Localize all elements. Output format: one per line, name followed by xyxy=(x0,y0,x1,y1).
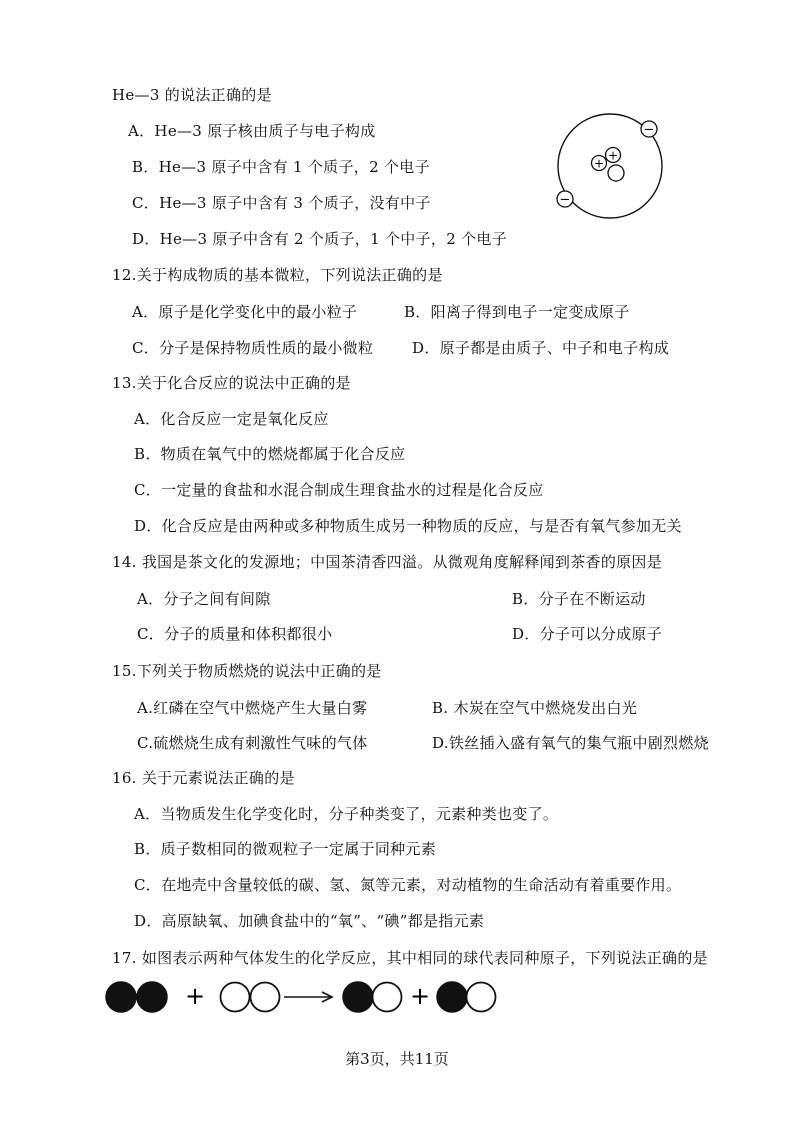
reactant-molecule-white xyxy=(221,983,280,1012)
q13-option-a: A．化合反应一定是氧化反应 xyxy=(134,410,329,428)
q14-option-b: B．分子在不断运动 xyxy=(512,590,646,608)
svg-text:+: + xyxy=(593,156,605,171)
q16-option-b: B．质子数相同的微观粒子一定属于同种元素 xyxy=(134,840,437,858)
q14-stem: 14. 我国是茶文化的发源地；中国茶清香四溢。从微观角度解释闻到茶香的原因是 xyxy=(112,553,663,571)
q16-stem: 16. 关于元素说法正确的是 xyxy=(112,769,295,787)
q16-option-a: A．当物质发生化学变化时，分子种类变了，元素种类也变了。 xyxy=(134,805,559,823)
svg-text:+: + xyxy=(607,148,619,163)
reaction-diagram xyxy=(104,975,504,1019)
q15-stem: 15.下列关于物质燃烧的说法中正确的是 xyxy=(112,662,382,680)
q15-option-c: C.硫燃烧生成有刺激性气味的气体 xyxy=(137,734,368,752)
reaction-arrow xyxy=(284,992,332,1002)
q14-option-c: C．分子的质量和体积都很小 xyxy=(137,625,333,643)
q12-option-b: B．阳离子得到电子一定变成原子 xyxy=(404,303,630,321)
product-molecule-1 xyxy=(343,982,402,1012)
q11-option-c: C．He—3 原子中含有 3 个质子，没有中子 xyxy=(132,194,431,212)
q15-option-d: D.铁丝插入盛有氧气的集气瓶中剧烈燃烧 xyxy=(432,734,709,752)
q17-stem: 17. 如图表示两种气体发生的化学反应，其中相同的球代表同种原子，下列说法正确的是 xyxy=(112,949,708,967)
electron-top xyxy=(641,121,657,138)
q11-option-d: D．He—3 原子中含有 2 个质子，1 个中子，2 个电子 xyxy=(132,230,507,248)
q12-option-c: C．分子是保持物质性质的最小微粒 xyxy=(132,339,374,357)
neutron xyxy=(608,165,624,181)
page-number: 第3页，共11页 xyxy=(345,1050,449,1068)
q14-option-d: D．分子可以分成原子 xyxy=(512,625,663,643)
q13-stem: 13.关于化合反应的说法中正确的是 xyxy=(112,374,351,392)
plus-sign-2: + xyxy=(409,982,431,1010)
q11-option-a: A．He—3 原子核由质子与电子构成 xyxy=(128,122,376,140)
electron-bottom xyxy=(557,191,573,208)
product-molecule-2 xyxy=(437,982,496,1012)
q15-option-a: A.红磷在空气中燃烧产生大量白雾 xyxy=(137,699,368,717)
q12-option-d: D．原子都是由质子、中子和电子构成 xyxy=(412,339,670,357)
q13-option-d: D．化合反应是由两种或多种物质生成另一种物质的反应，与是否有氧气参加无关 xyxy=(134,517,682,535)
helium-atom-diagram xyxy=(553,113,683,223)
q13-option-b: B．物质在氧气中的燃烧都属于化合反应 xyxy=(134,445,406,463)
q14-option-a: A．分子之间有间隙 xyxy=(137,590,271,608)
proton-left xyxy=(592,156,607,171)
proton-right xyxy=(606,148,621,163)
plus-sign-1: + xyxy=(184,982,206,1010)
q11-stem: He—3 的说法正确的是 xyxy=(112,86,272,104)
q16-option-c: C．在地壳中含量较低的碳、氢、氮等元素，对动植物的生命活动有着重要作用。 xyxy=(134,876,682,894)
reactant-molecule-black xyxy=(106,982,167,1012)
q12-option-a: A．原子是化学变化中的最小粒子 xyxy=(132,303,358,321)
q16-option-d: D．高原缺氧、加碘食盐中的“氧”、“碘”都是指元素 xyxy=(134,912,485,930)
q12-stem: 12.关于构成物质的基本微粒，下列说法正确的是 xyxy=(112,266,443,284)
q15-option-b: B. 木炭在空气中燃烧发出白光 xyxy=(432,699,638,717)
q13-option-c: C．一定量的食盐和水混合制成生理食盐水的过程是化合反应 xyxy=(134,481,544,499)
svg-text:−: − xyxy=(643,122,655,138)
svg-text:−: − xyxy=(559,192,571,208)
q11-option-b: B．He—3 原子中含有 1 个质子，2 个电子 xyxy=(132,158,430,176)
